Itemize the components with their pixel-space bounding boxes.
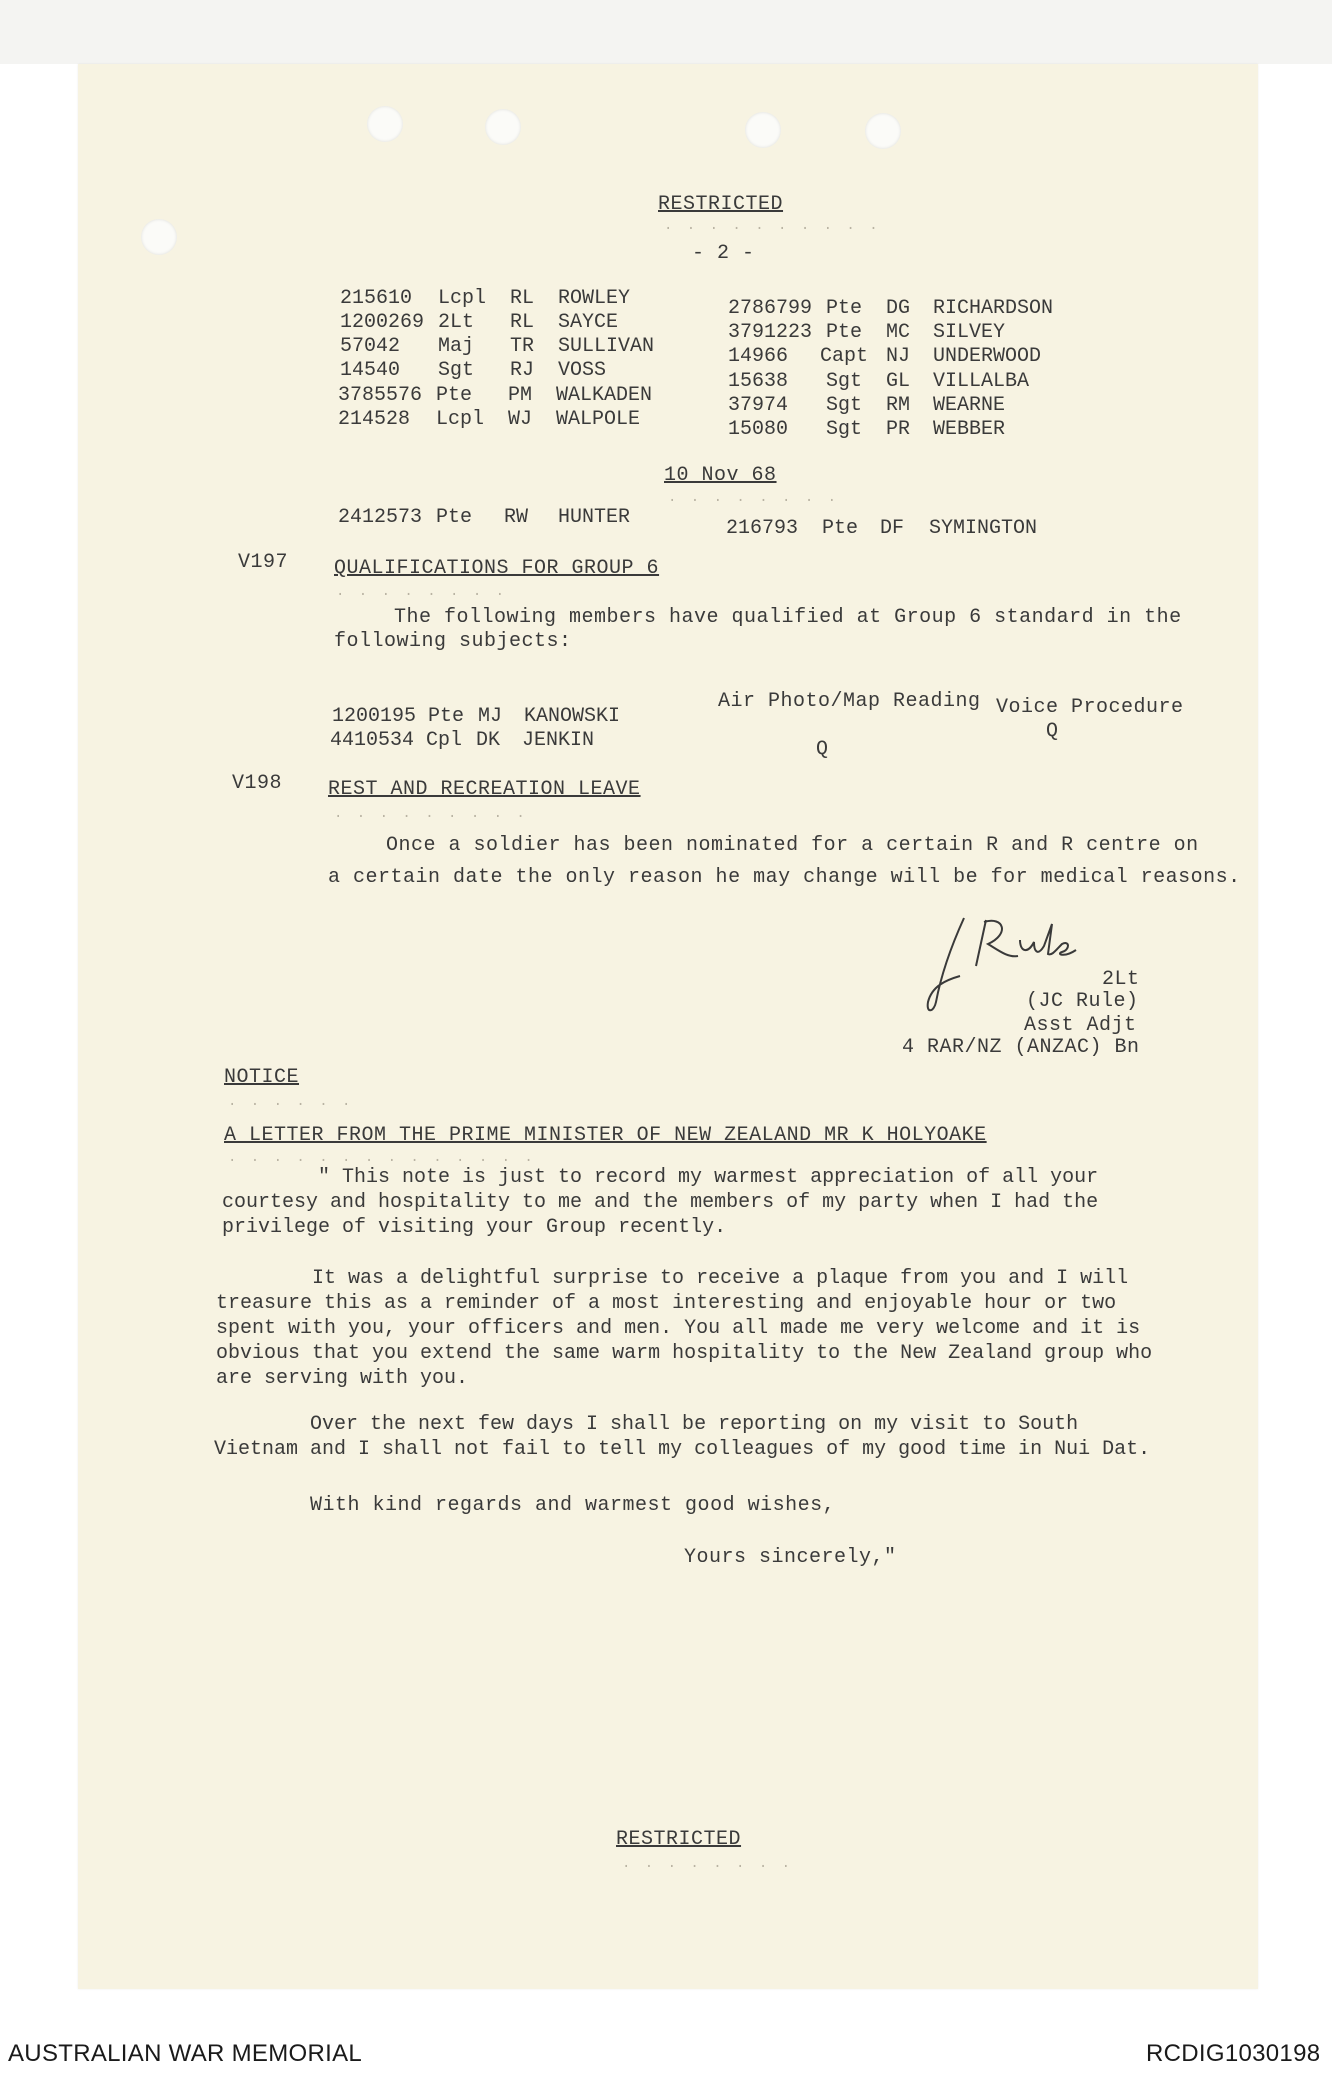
initials: RM xyxy=(886,394,911,417)
dotted-rule: . . . . . . . . . . xyxy=(664,218,881,234)
service-number: 215610 xyxy=(340,287,413,310)
surname: RICHARDSON xyxy=(933,297,1054,320)
surname: VOSS xyxy=(558,359,607,382)
signatory-rank: 2Lt xyxy=(1102,968,1140,991)
rank: Pte xyxy=(826,297,863,320)
notice-heading: NOTICE xyxy=(224,1066,300,1089)
rank: Cpl xyxy=(426,729,463,752)
initials: TR xyxy=(510,335,535,358)
initials: WJ xyxy=(508,408,533,431)
punch-hole xyxy=(141,219,177,255)
surname: WEBBER xyxy=(933,418,1006,441)
dotted-rule: . . . . . . . . xyxy=(336,584,508,600)
dotted-rule: . . . . . . . . . xyxy=(334,806,528,822)
rank: Pte xyxy=(436,506,473,529)
service-number: 14966 xyxy=(728,345,789,368)
rank: Pte xyxy=(436,384,473,407)
section-ref: V197 xyxy=(238,551,289,574)
initials: RJ xyxy=(510,359,535,382)
dotted-rule: . . . . . . . . xyxy=(668,490,840,506)
paragraph-line: following subjects: xyxy=(334,630,572,653)
punch-hole xyxy=(485,109,521,145)
rank: Sgt xyxy=(826,370,863,393)
rank: Maj xyxy=(438,335,475,358)
notice-subheading: A LETTER FROM THE PRIME MINISTER OF NEW ZEALAND MR K HOLYOAKE xyxy=(224,1124,987,1147)
service-number: 57042 xyxy=(340,335,401,358)
initials: RL xyxy=(510,311,535,334)
punch-hole xyxy=(745,112,781,148)
surname: WALKADEN xyxy=(556,384,653,407)
archive-id: RCDIG1030198 xyxy=(1146,2040,1321,2067)
paragraph-line: a certain date the only reason he may change will be for medical reasons. xyxy=(328,866,1241,889)
rank: Capt xyxy=(820,345,869,368)
rank: Sgt xyxy=(438,359,475,382)
rank: Pte xyxy=(822,517,859,540)
surname: SYMINGTON xyxy=(929,517,1038,540)
surname: ROWLEY xyxy=(558,287,631,310)
service-number: 216793 xyxy=(726,517,799,540)
scan-background xyxy=(0,0,1332,64)
service-number: 1200269 xyxy=(340,311,425,334)
signatory-name: (JC Rule) xyxy=(1026,990,1139,1013)
dotted-rule: . . . . . . . . xyxy=(622,1856,794,1872)
service-number: 3785576 xyxy=(338,384,423,407)
service-number: 37974 xyxy=(728,394,789,417)
letter-paragraph: It was a delightful surprise to receive a plaque from you and I will treasure this as a reminder of a most interesting and enjoyable hour or two spent with you, your officers and men. You all made me very welcome and it is obvious that you extend the same warm hospitality to the New Zealand group who are serving with you. xyxy=(216,1267,1153,1390)
section-ref: V198 xyxy=(232,772,283,795)
punch-hole xyxy=(367,106,403,142)
initials: PM xyxy=(508,384,533,407)
rank: Pte xyxy=(826,321,863,344)
signatory-unit: 4 RAR/NZ (ANZAC) Bn xyxy=(902,1036,1140,1059)
dotted-rule: . . . . . . xyxy=(228,1094,354,1110)
service-number: 15080 xyxy=(728,418,789,441)
service-number: 3791223 xyxy=(728,321,813,344)
classification-header: RESTRICTED xyxy=(658,193,784,216)
archive-institution: AUSTRALIAN WAR MEMORIAL xyxy=(8,2040,363,2067)
rank: Sgt xyxy=(826,418,863,441)
surname: UNDERWOOD xyxy=(933,345,1042,368)
initials: MJ xyxy=(478,705,503,728)
initials: DK xyxy=(476,729,501,752)
page-number: - 2 - xyxy=(692,242,755,265)
dotted-rule: . . . . . . . . . . . . . . xyxy=(228,1150,536,1166)
service-number: 1200195 xyxy=(332,705,417,728)
qualification-mark: Q xyxy=(816,738,829,761)
surname: SAYCE xyxy=(558,311,619,334)
initials: NJ xyxy=(886,345,911,368)
punch-hole xyxy=(865,113,901,149)
initials: PR xyxy=(886,418,911,441)
surname: KANOWSKI xyxy=(524,705,621,728)
surname: HUNTER xyxy=(558,506,631,529)
section-title: QUALIFICATIONS FOR GROUP 6 xyxy=(334,557,660,580)
surname: JENKIN xyxy=(522,729,595,752)
section-title: REST AND RECREATION LEAVE xyxy=(328,778,641,801)
qualification-mark: Q xyxy=(1046,720,1059,743)
date-heading: 10 Nov 68 xyxy=(664,464,777,487)
rank: Pte xyxy=(428,705,465,728)
service-number: 4410534 xyxy=(330,729,415,752)
service-number: 2412573 xyxy=(338,506,423,529)
initials: DG xyxy=(886,297,911,320)
column-header: Air Photo/Map Reading xyxy=(718,690,981,713)
initials: RL xyxy=(510,287,535,310)
rank: 2Lt xyxy=(438,311,475,334)
rank: Sgt xyxy=(826,394,863,417)
surname: SILVEY xyxy=(933,321,1006,344)
letter-paragraph: Over the next few days I shall be reporting on my visit to South Vietnam and I shall not fail to tell my colleagues of my good time in Nui Dat. xyxy=(214,1413,1151,1461)
letter-closing: With kind regards and warmest good wishes, xyxy=(310,1494,836,1517)
surname: SULLIVAN xyxy=(558,335,655,358)
signatory-title: Asst Adjt xyxy=(1024,1014,1137,1037)
surname: WALPOLE xyxy=(556,408,641,431)
letter-signoff: Yours sincerely," xyxy=(684,1546,897,1569)
paragraph-line: Once a soldier has been nominated for a certain R and R centre on xyxy=(386,834,1199,857)
initials: RW xyxy=(504,506,529,529)
paragraph-line: The following members have qualified at Group 6 standard in the xyxy=(394,606,1182,629)
service-number: 14540 xyxy=(340,359,401,382)
service-number: 15638 xyxy=(728,370,789,393)
letter-paragraph: " This note is just to record my warmest appreciation of all your courtesy and hospitality to me and the members of my party when I had the privilege of visiting your Group recently. xyxy=(222,1166,1099,1239)
initials: GL xyxy=(886,370,911,393)
rank: Lcpl xyxy=(438,287,487,310)
service-number: 214528 xyxy=(338,408,411,431)
column-header: Voice Procedure xyxy=(996,696,1184,719)
surname: WEARNE xyxy=(933,394,1006,417)
service-number: 2786799 xyxy=(728,297,813,320)
classification-footer: RESTRICTED xyxy=(616,1828,742,1851)
surname: VILLALBA xyxy=(933,370,1030,393)
initials: DF xyxy=(880,517,905,540)
initials: MC xyxy=(886,321,911,344)
rank: Lcpl xyxy=(436,408,485,431)
